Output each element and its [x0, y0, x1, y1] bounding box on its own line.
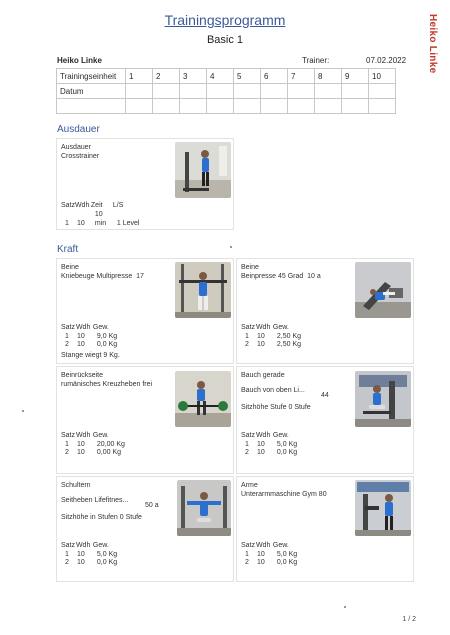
blank-cell	[234, 99, 261, 114]
session-cell: 3	[180, 69, 207, 84]
blank-cell	[207, 99, 234, 114]
exercise-photo	[175, 142, 231, 198]
col-header: Satz	[241, 432, 256, 439]
col-header: Satz	[61, 202, 76, 209]
weight: 0,00 Kg	[96, 449, 122, 456]
document-title: Trainingsprogramm	[164, 12, 286, 28]
exercise-category: Beine	[61, 264, 79, 271]
reps: 10	[76, 441, 85, 448]
date-cell	[261, 84, 288, 99]
col-header: Wdh	[255, 324, 271, 331]
col-header: Zeit	[90, 202, 103, 209]
exercise-photo	[175, 371, 231, 427]
session-blank-row	[57, 99, 396, 114]
col-header: Satz	[61, 324, 76, 331]
exercise-card-bauch	[236, 366, 414, 474]
exercise-category: Arme	[241, 482, 258, 489]
reps: 10	[76, 220, 85, 227]
machine-setting: 17	[136, 273, 144, 280]
exercise-card-kniebeuge	[56, 258, 234, 364]
exercise-name: Bauch von oben Li...	[241, 387, 305, 394]
blank-cell	[315, 99, 342, 114]
weight: 0,0 Kg	[96, 559, 118, 566]
blank-cell	[288, 99, 315, 114]
weight: 20,00 Kg	[96, 441, 125, 448]
col-header: Wdh	[75, 542, 91, 549]
blank-cell	[261, 99, 288, 114]
scan-speck	[22, 410, 24, 412]
exercise-category: Beinrückseite	[61, 372, 104, 379]
section-heading-ausdauer: Ausdauer	[57, 124, 100, 135]
col-header: Wdh	[74, 202, 90, 209]
program-subtitle: Basic 1	[206, 34, 244, 46]
date-cell	[234, 84, 261, 99]
exercise-photo	[175, 262, 231, 318]
set-header	[61, 541, 113, 550]
exercise-name: Crosstrainer	[61, 153, 100, 160]
set-number: 2	[245, 341, 249, 348]
session-cell: 6	[261, 69, 288, 84]
exercise-category: Bauch gerade	[241, 372, 285, 379]
duration: 10 min	[94, 211, 107, 227]
weight: 2,50 Kg	[276, 333, 302, 340]
col-header: Gew.	[272, 542, 289, 549]
exercise-name-text: Kniebeuge Multipresse	[61, 273, 133, 280]
set-number: 1	[245, 551, 249, 558]
vertical-name-label: Heiko Linke	[427, 14, 438, 74]
machine-setting: 50 a	[145, 502, 159, 509]
set-header	[61, 323, 113, 332]
col-header: Satz	[241, 324, 256, 331]
col-header: Wdh	[255, 542, 271, 549]
col-header: L/S	[112, 202, 124, 209]
weight: 0,0 Kg	[276, 559, 298, 566]
set-number: 2	[65, 341, 69, 348]
col-header: Wdh	[75, 432, 91, 439]
exercise-category: Beine	[241, 264, 259, 271]
set-row	[245, 558, 307, 567]
date-cell	[207, 84, 234, 99]
set-number: 2	[245, 559, 249, 566]
reps: 10	[256, 559, 265, 566]
set-row	[65, 340, 127, 349]
exercise-name	[241, 272, 361, 281]
date-cell	[369, 84, 396, 99]
reps: 10	[256, 449, 265, 456]
session-cell: 1	[126, 69, 153, 84]
session-cell: 2	[153, 69, 180, 84]
col-header: Gew.	[92, 432, 109, 439]
weight: 9,0 Kg	[96, 333, 118, 340]
col-header: Gew.	[92, 542, 109, 549]
exercise-card-kreuzheben	[56, 366, 234, 474]
exercise-name	[61, 380, 181, 389]
exercise-note: Stange wiegt 9 Kg.	[61, 352, 120, 359]
person-name: Heiko Linke	[57, 56, 102, 65]
weight: 5,0 Kg	[276, 441, 298, 448]
session-cell: 4	[207, 69, 234, 84]
blank-cell	[126, 99, 153, 114]
weight: 2,50 Kg	[276, 341, 302, 348]
set-header	[61, 431, 113, 440]
exercise-name-text: rumänisches Kreuzheben frei	[61, 381, 153, 388]
date-cell	[288, 84, 315, 99]
session-cell: 10	[369, 69, 396, 84]
date-cell	[126, 84, 153, 99]
section-heading-kraft: Kraft	[57, 244, 79, 255]
col-header: Gew.	[92, 324, 109, 331]
exercise-note: Sitzhöhe in Stufen 0 Stufe	[61, 514, 142, 521]
scan-speck	[230, 246, 232, 248]
session-number-row	[57, 69, 396, 84]
reps: 10	[256, 551, 265, 558]
session-cell: 7	[288, 69, 315, 84]
level: 1 Level	[116, 220, 140, 227]
date-cell	[180, 84, 207, 99]
set-number: 2	[245, 449, 249, 456]
exercise-photo	[177, 480, 231, 536]
scan-speck	[344, 606, 346, 608]
col-header: Wdh	[75, 324, 91, 331]
set-number: 1	[245, 441, 249, 448]
exercise-name: Seitheben Lifefitnes...	[61, 497, 129, 504]
session-cell: 9	[342, 69, 369, 84]
weight: 5,0 Kg	[96, 551, 118, 558]
exercise-name: Unterarmmaschine Gym 80	[241, 491, 327, 498]
exercise-category: Ausdauer	[61, 144, 91, 151]
set-number: 1	[65, 333, 69, 340]
reps: 10	[76, 551, 85, 558]
col-header: Gew.	[272, 432, 289, 439]
exercise-card-crosstrainer	[56, 138, 234, 230]
blank-cell	[180, 99, 207, 114]
page-number: 1 / 2	[402, 616, 416, 623]
set-header	[241, 431, 293, 440]
col-header: Satz	[61, 542, 76, 549]
set-header	[241, 323, 293, 332]
session-cell: 5	[234, 69, 261, 84]
exercise-card-beinpresse	[236, 258, 414, 364]
session-row-label: Trainingseinheit	[57, 69, 126, 84]
col-header: Satz	[61, 432, 76, 439]
exercise-category: Schultern	[61, 482, 91, 489]
exercise-card-unterarm	[236, 476, 414, 582]
program-date: 07.02.2022	[366, 56, 407, 65]
set-row	[65, 558, 127, 567]
date-cell	[153, 84, 180, 99]
set-number: 2	[65, 449, 69, 456]
reps: 10	[256, 441, 265, 448]
reps: 10	[76, 333, 85, 340]
exercise-name	[61, 272, 181, 281]
session-table	[56, 68, 396, 114]
reps: 10	[76, 449, 85, 456]
reps: 10	[256, 333, 265, 340]
exercise-card-seitheben	[56, 476, 234, 582]
trainer-label: Trainer:	[302, 56, 330, 65]
exercise-photo	[355, 262, 411, 318]
weight: 0,0 Kg	[276, 449, 298, 456]
exercise-name-text: Beinpresse 45 Grad	[241, 273, 304, 280]
blank-cell	[57, 99, 126, 114]
col-header: Satz	[241, 542, 256, 549]
exercise-photo	[355, 480, 411, 536]
date-cell	[315, 84, 342, 99]
session-cell: 8	[315, 69, 342, 84]
weight: 5,0 Kg	[276, 551, 298, 558]
col-header: Wdh	[255, 432, 271, 439]
set-row	[65, 210, 147, 228]
set-row	[65, 448, 131, 457]
exercise-photo	[355, 371, 411, 427]
blank-cell	[369, 99, 396, 114]
set-number: 1	[65, 441, 69, 448]
reps: 10	[256, 341, 265, 348]
date-cell	[342, 84, 369, 99]
session-date-row	[57, 84, 396, 99]
date-row-label: Datum	[57, 84, 126, 99]
blank-cell	[342, 99, 369, 114]
set-number: 2	[65, 559, 69, 566]
set-header	[61, 201, 131, 210]
set-number: 1	[245, 333, 249, 340]
machine-setting: 44	[321, 392, 329, 399]
reps: 10	[76, 341, 85, 348]
reps: 10	[76, 559, 85, 566]
set-row	[245, 448, 307, 457]
machine-setting: 10 a	[307, 273, 321, 280]
set-number: 1	[65, 220, 69, 227]
blank-cell	[153, 99, 180, 114]
exercise-note: Sitzhöhe Stufe 0 Stufe	[241, 404, 311, 411]
set-header	[241, 541, 293, 550]
col-header: Gew.	[272, 324, 289, 331]
set-row	[245, 340, 307, 349]
weight: 0,0 Kg	[96, 341, 118, 348]
set-number: 1	[65, 551, 69, 558]
